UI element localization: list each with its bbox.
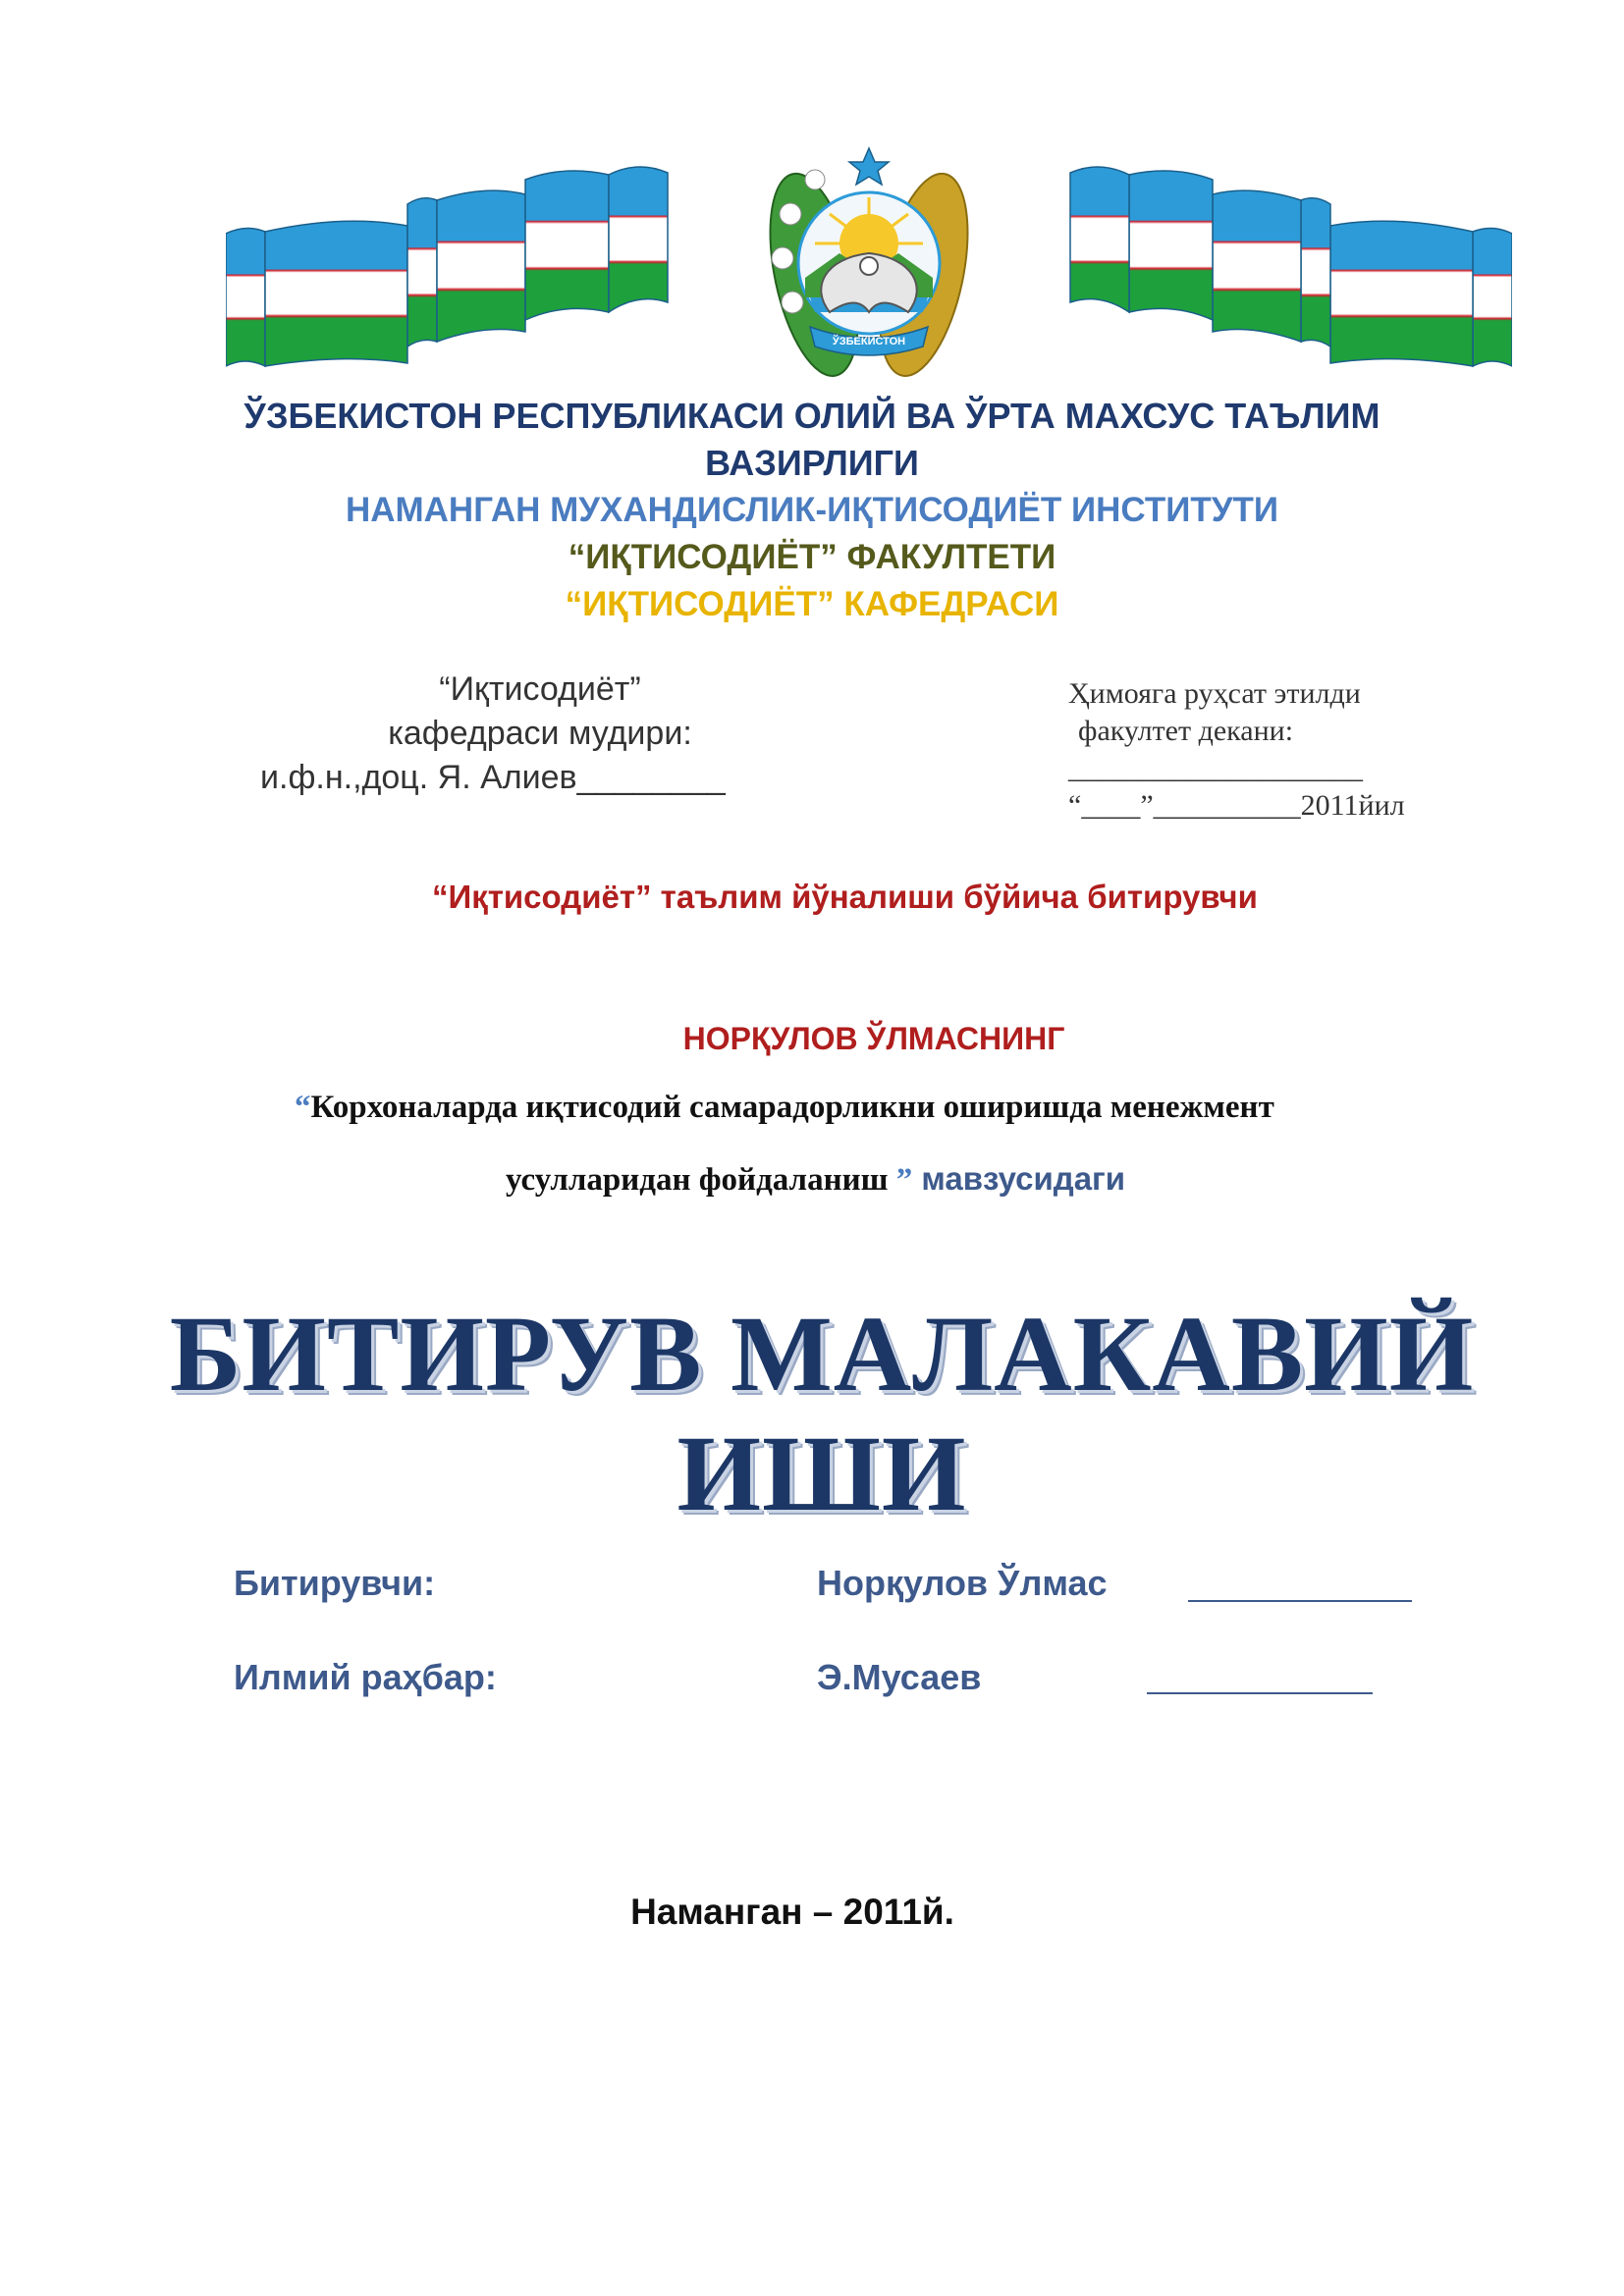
emblem-ribbon-text: ЎЗБЕКИСТОН: [832, 336, 906, 347]
study-direction: “Иқтисодиёт” таълим йўналиши бўйича битирувчи: [432, 879, 1258, 915]
right-flag-ribbon: [1070, 167, 1512, 366]
ministry-title-line2: ВАЗИРЛИГИ: [705, 443, 919, 483]
state-emblem-banner: [226, 145, 1512, 381]
approval-right-line3: ____________________: [1068, 752, 1363, 784]
ministry-title-line1: ЎЗБЕКИСТОН РЕСПУБЛИКАСИ ОЛИЙ ВА ЎРТА МАХСУС ТАЪЛИМ: [244, 396, 1380, 436]
document-title-line2: ИШИ: [677, 1414, 967, 1533]
topic-open-quote: “: [295, 1090, 311, 1125]
advisor-name: Э.Мусаев: [817, 1657, 982, 1697]
graduate-name: Норқулов Ўлмас: [817, 1563, 1108, 1603]
left-flag-ribbon: [226, 167, 668, 366]
thesis-topic-line2: [506, 1160, 1125, 1199]
approval-right-line1: Ҳимояга руҳсат этилди: [1068, 677, 1361, 710]
institute-name: НАМАНГАН МУХАНДИСЛИК-ИҚТИСОДИЁТ ИНСТИТУТИ: [345, 491, 1279, 529]
department-name: “ИҚТИСОДИЁТ” КАФЕДРАСИ: [565, 585, 1059, 623]
department-head-approval: [226, 667, 854, 800]
graduate-label: Битирувчи:: [234, 1563, 436, 1603]
approval-left-line2: кафедраси мудири:: [388, 715, 692, 752]
approval-left-line1: “Иқтисодиёт”: [439, 670, 641, 708]
city-year: Наманган – 2011й.: [630, 1892, 954, 1932]
thesis-topic-line1: [295, 1090, 1274, 1126]
state-emblem: [754, 148, 983, 381]
approval-left-line3: и.ф.н.,доц. Я. Алиев________: [260, 759, 726, 796]
faculty-name: “ИҚТИСОДИЁТ” ФАКУЛТЕТИ: [568, 538, 1056, 576]
topic-close-quote: ”: [895, 1162, 913, 1198]
approval-right-line2: факултет декани:: [1078, 715, 1294, 747]
topic-text-line2: усулларидан фойдаланиш: [506, 1162, 896, 1198]
advisor-signature-line: [1147, 1692, 1373, 1694]
topic-suffix: мавзусидаги: [912, 1160, 1126, 1197]
document-title-line1: БИТИРУВ МАЛАКАВИЙ: [169, 1294, 1475, 1414]
advisor-label: Илмий раҳбар:: [234, 1657, 497, 1697]
dean-approval: [1068, 675, 1481, 825]
topic-text-line1: Корхоналарда иқтисодий самарадорликни оширишда менежмент: [310, 1090, 1274, 1125]
approval-right-line4: “____”__________2011йил: [1068, 789, 1405, 822]
graduate-signature-line: [1188, 1600, 1412, 1602]
student-name-genitive: НОРҚУЛОВ ЎЛМАСНИНГ: [682, 1021, 1065, 1056]
